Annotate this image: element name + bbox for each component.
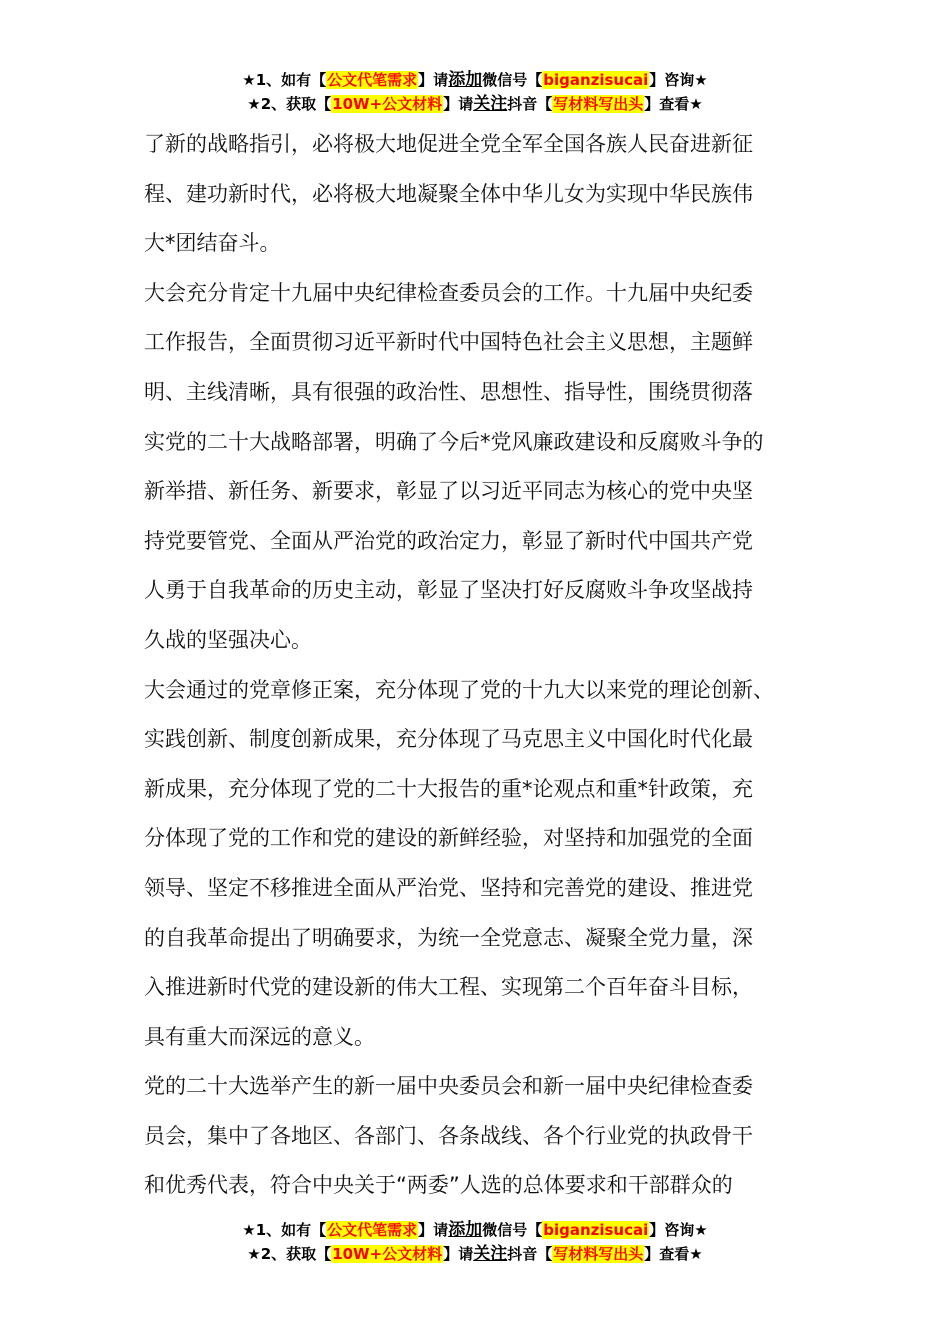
banner-highlight: 公文代笔需求: [327, 1221, 418, 1239]
banner-text: ★2、获取【: [247, 95, 332, 113]
banner-text: 】请: [418, 1221, 449, 1239]
text-line: 新成果，充分体现了党的二十大报告的重*论观点和重*针政策，充: [144, 776, 753, 801]
banner-highlight: 10W+公文材料: [332, 95, 443, 113]
text-line: 工作报告，全面贯彻习近平新时代中国特色社会主义思想，主题鲜: [144, 330, 753, 355]
text-line: 和优秀代表，符合中央关于“两委”人选的总体要求和干部群众的: [144, 1173, 733, 1198]
banner-text: ★1、如有【: [242, 71, 327, 89]
banner-text: 微信号【: [482, 71, 543, 89]
text-line: 的自我革命提出了明确要求，为统一全党意志、凝聚全党力量，深: [144, 925, 753, 950]
banner-line-2: [0, 92, 950, 116]
text-line: 领导、坚定不移推进全面从严治党、坚持和完善党的建设、推进党: [144, 875, 753, 900]
banner-text: 】请: [418, 71, 449, 89]
paragraph: [144, 269, 824, 666]
footer-banner: [0, 1218, 950, 1266]
banner-wechat-id: biganzisucai: [543, 71, 649, 89]
banner-text: ★2、获取【: [247, 1245, 332, 1263]
banner-text: 抖音【: [507, 95, 553, 113]
banner-line-1: [0, 1218, 950, 1242]
text-line: 程、建功新时代，必将极大地凝聚全体中华儿女为实现中华民族伟: [144, 181, 753, 206]
banner-text: ★1、如有【: [242, 1221, 327, 1239]
banner-highlight: 10W+公文材料: [332, 1245, 443, 1263]
text-line: 了新的战略指引，必将极大地促进全党全军全国各族人民奋进新征: [144, 132, 753, 156]
text-line: 实践创新、制度创新成果，充分体现了马克思主义中国化时代化最: [144, 727, 753, 752]
banner-douyin-id: 写材料写出头: [553, 95, 644, 113]
text-line: 大会充分肯定十九届中央纪律检查委员会的工作。十九届中央纪委: [144, 280, 753, 305]
text-line: 人勇于自我革命的历史主动，彰显了坚决打好反腐败斗争攻坚战持: [144, 578, 753, 603]
banner-text: 】查看★: [644, 95, 703, 113]
banner-text: 】请: [443, 1245, 474, 1263]
banner-underlined: 添加: [448, 1220, 483, 1240]
banner-wechat-id: biganzisucai: [543, 1221, 649, 1239]
banner-text: 】查看★: [644, 1245, 703, 1263]
text-line: 持党要管党、全面从严治党的政治定力，彰显了新时代中国共产党: [144, 528, 753, 553]
banner-underlined: 添加: [448, 70, 483, 90]
text-line: 分体现了党的工作和党的建设的新鲜经验，对坚持和加强党的全面: [144, 826, 753, 851]
text-line: 员会，集中了各地区、各部门、各条战线、各个行业党的执政骨干: [144, 1123, 753, 1148]
banner-underlined: 关注: [473, 1244, 508, 1264]
banner-highlight: 公文代笔需求: [327, 71, 418, 89]
document-body: [144, 120, 824, 1211]
banner-text: 微信号【: [482, 1221, 543, 1239]
banner-underlined: 关注: [473, 94, 508, 114]
header-banner: [0, 68, 950, 116]
text-line: 明、主线清晰，具有很强的政治性、思想性、指导性，围绕贯彻落: [144, 379, 753, 404]
paragraph: [144, 666, 824, 1063]
text-line: 久战的坚强决心。: [144, 627, 312, 652]
banner-text: 】咨询★: [649, 1221, 708, 1239]
paragraph: [144, 120, 824, 269]
paragraph: [144, 1062, 824, 1211]
banner-douyin-id: 写材料写出头: [553, 1245, 644, 1263]
banner-line-2: [0, 1242, 950, 1266]
banner-line-1: [0, 68, 950, 92]
text-line: 实党的二十大战略部署，明确了今后*党风廉政建设和反腐败斗争的: [144, 429, 764, 454]
banner-text: 】咨询★: [649, 71, 708, 89]
text-line: 大*团结奋斗。: [144, 231, 281, 256]
text-line: 入推进新时代党的建设新的伟大工程、实现第二个百年奋斗目标，: [144, 975, 753, 1000]
text-line: 大会通过的党章修正案，充分体现了党的十九大以来党的理论创新、: [144, 677, 774, 702]
text-line: 党的二十大选举产生的新一届中央委员会和新一届中央纪律检查委: [144, 1074, 753, 1099]
text-line: 新举措、新任务、新要求，彰显了以习近平同志为核心的党中央坚: [144, 479, 753, 504]
banner-text: 抖音【: [507, 1245, 553, 1263]
banner-text: 】请: [443, 95, 474, 113]
text-line: 具有重大而深远的意义。: [144, 1024, 375, 1049]
